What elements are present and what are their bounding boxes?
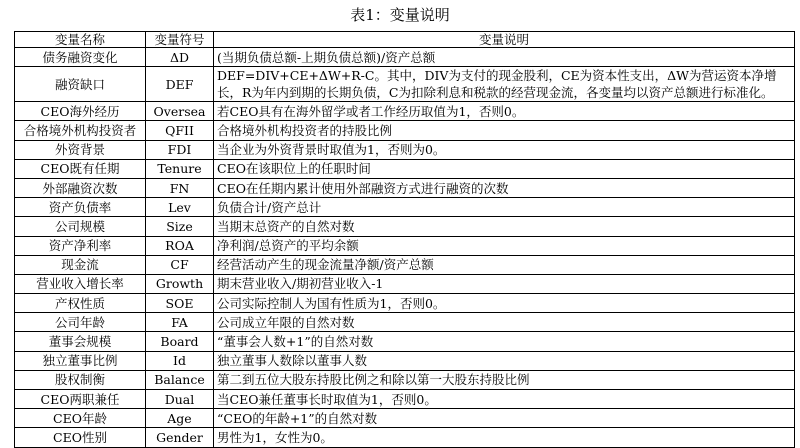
variable-symbol-cell: Oversea [146, 102, 214, 121]
table-row [15, 67, 795, 102]
table-row [15, 351, 795, 370]
variable-description-cell: 当企业为外资背景时取值为1，否则为0。 [214, 140, 795, 159]
table-caption: 表1：变量说明 [350, 6, 450, 24]
table-row [15, 198, 795, 217]
variable-name-cell: 资产负债率 [15, 198, 146, 217]
variable-symbol-cell: Size [146, 217, 214, 236]
table-row [15, 274, 795, 293]
variable-symbol-cell: QFII [146, 121, 214, 140]
variable-description-cell: 公司实际控制人为国有性质为1，否则0。 [214, 294, 795, 313]
variable-name-cell: 营业收入增长率 [15, 274, 146, 293]
variable-symbol-cell: Gender [146, 428, 214, 447]
variable-name-cell: CEO性别 [15, 428, 146, 447]
table-row [15, 332, 795, 351]
variable-description-cell: 第二到五位大股东持股比例之和除以第一大股东持股比例 [214, 370, 795, 389]
variable-description-cell: DEF=DIV+CE+ΔW+R-C。其中，DIV为支付的现金股利，CE为资本性支出，ΔW为营运资本净增长，R为年内到期的长期负债，C为扣除利息和税款的经营现金流，各变量均以资产总额进行标准化。 [214, 67, 795, 102]
variable-name-cell: 外部融资次数 [15, 178, 146, 197]
table-row [15, 428, 795, 447]
variable-symbol-cell: SOE [146, 294, 214, 313]
variable-symbol-cell: Growth [146, 274, 214, 293]
variable-name-cell: CEO两职兼任 [15, 390, 146, 409]
header-row [15, 32, 795, 48]
variable-name-cell: 独立董事比例 [15, 351, 146, 370]
table-row [15, 217, 795, 236]
variable-table [14, 31, 795, 448]
variable-symbol-cell: ROA [146, 236, 214, 255]
table-row [15, 48, 795, 67]
variable-name-cell: 产权性质 [15, 294, 146, 313]
variable-symbol-cell: Dual [146, 390, 214, 409]
variable-symbol-cell: Lev [146, 198, 214, 217]
variable-name-cell: 资产净利率 [15, 236, 146, 255]
variable-symbol-cell: DEF [146, 67, 214, 102]
variable-symbol-cell: CF [146, 255, 214, 274]
variable-description-cell: 男性为1，女性为0。 [214, 428, 795, 447]
variable-symbol-cell: Balance [146, 370, 214, 389]
variable-name-cell: 董事会规模 [15, 332, 146, 351]
variable-name-cell: CEO既有任期 [15, 159, 146, 178]
table-body [15, 48, 795, 448]
variable-description-cell: 净利润/总资产的平均余额 [214, 236, 795, 255]
variable-symbol-cell: Id [146, 351, 214, 370]
variable-symbol-cell: Tenure [146, 159, 214, 178]
variable-description-cell: 期末营业收入/期初营业收入-1 [214, 274, 795, 293]
variable-description-cell: “CEO的年龄+1”的自然对数 [214, 409, 795, 428]
variable-description-cell: CEO在任期内累计使用外部融资方式进行融资的次数 [214, 178, 795, 197]
variable-description-cell: 公司成立年限的自然对数 [214, 313, 795, 332]
variable-name-cell: 股权制衡 [15, 370, 146, 389]
variable-description-cell: 独立董事人数除以董事人数 [214, 351, 795, 370]
variable-description-cell: 经营活动产生的现金流量净额/资产总额 [214, 255, 795, 274]
variable-name-cell: 公司年龄 [15, 313, 146, 332]
variable-name-cell: CEO海外经历 [15, 102, 146, 121]
table-row [15, 236, 795, 255]
table-row [15, 409, 795, 428]
table-row [15, 313, 795, 332]
table-row [15, 390, 795, 409]
table-row [15, 370, 795, 389]
variable-symbol-cell: FA [146, 313, 214, 332]
variable-name-cell: 现金流 [15, 255, 146, 274]
variable-description-cell: 若CEO具有在海外留学或者工作经历取值为1，否则0。 [214, 102, 795, 121]
table-row [15, 121, 795, 140]
table-row [15, 140, 795, 159]
variable-symbol-cell: Age [146, 409, 214, 428]
variable-description-cell: CEO在该职位上的任职时间 [214, 159, 795, 178]
variable-name-cell: 合格境外机构投资者 [15, 121, 146, 140]
table-header [15, 32, 795, 48]
variable-name-cell: 融资缺口 [15, 67, 146, 102]
variable-description-cell: 当期末总资产的自然对数 [214, 217, 795, 236]
table-row [15, 294, 795, 313]
table-row [15, 159, 795, 178]
header-variable-description: 变量说明 [214, 32, 795, 48]
variable-symbol-cell: FDI [146, 140, 214, 159]
variable-description-cell: 合格境外机构投资者的持股比例 [214, 121, 795, 140]
variable-description-cell: “董事会人数+1”的自然对数 [214, 332, 795, 351]
variable-name-cell: 债务融资变化 [15, 48, 146, 67]
header-variable-symbol: 变量符号 [146, 32, 214, 48]
variable-symbol-cell: Board [146, 332, 214, 351]
variable-name-cell: 公司规模 [15, 217, 146, 236]
variable-name-cell: 外资背景 [15, 140, 146, 159]
variable-description-cell: 当CEO兼任董事长时取值为1，否则0。 [214, 390, 795, 409]
table-row [15, 178, 795, 197]
variable-symbol-cell: ΔD [146, 48, 214, 67]
header-variable-name: 变量名称 [15, 32, 146, 48]
variable-symbol-cell: FN [146, 178, 214, 197]
table-row [15, 102, 795, 121]
variable-description-cell: (当期负债总额-上期负债总额)/资产总额 [214, 48, 795, 67]
variable-name-cell: CEO年龄 [15, 409, 146, 428]
table-row [15, 255, 795, 274]
variable-description-cell: 负债合计/资产总计 [214, 198, 795, 217]
